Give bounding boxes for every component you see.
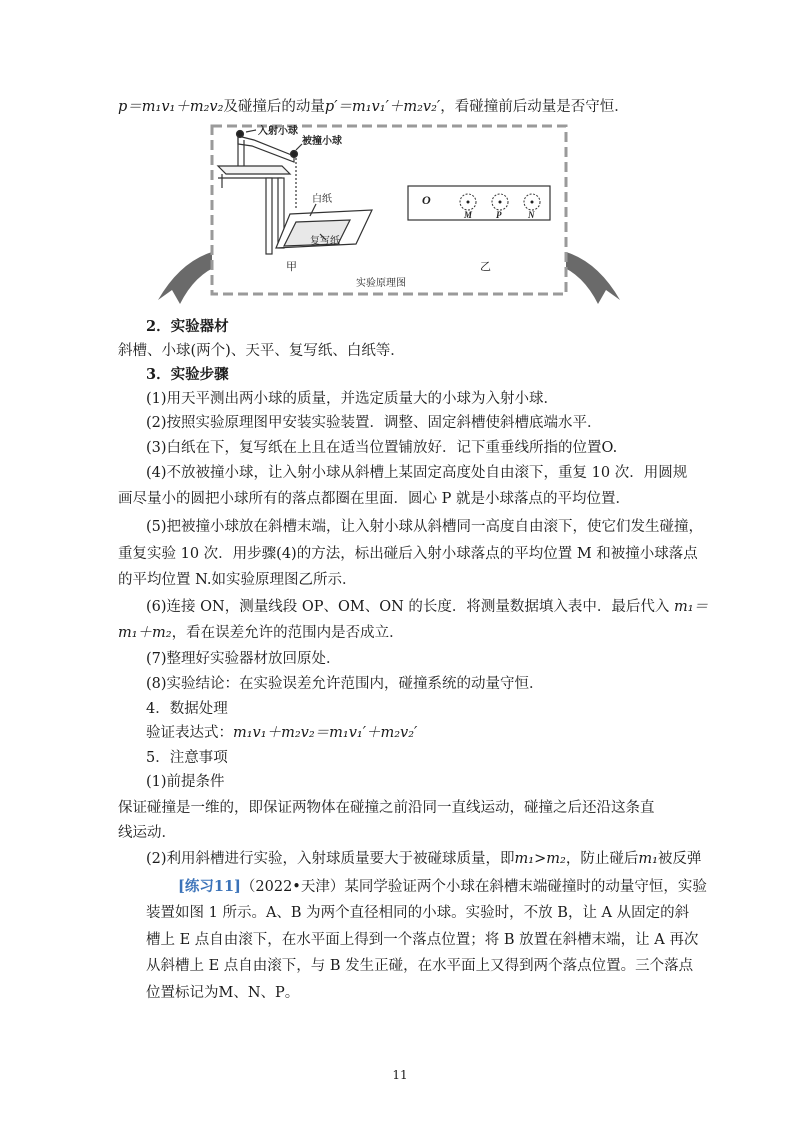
step-6-line-2 (118, 622, 404, 644)
note-1-line-2: 线运动． (118, 825, 176, 841)
exercise-line-2: 装置如图 1 所示。A、B 为两个直径相同的小球。实验时，不放 B，让 A 从固定的斜 (146, 905, 690, 921)
step-5-line-3: 的平均位置 N.如实验原理图乙所示． (118, 572, 357, 588)
note-2 (146, 848, 701, 870)
step-7: (7)整理好实验器材放回原处． (146, 651, 341, 667)
point-n: N (528, 210, 535, 220)
exercise-line-1 (178, 876, 707, 898)
section-4-heading: 4．数据处理 (146, 701, 228, 717)
step-5-line-2: 重复实验 10 次．用步骤(4)的方法，标出碰后入射小球落点的平均位置 M 和被撞小球落点 (118, 546, 698, 562)
exercise-text-1: （2022•天津）某同学验证两个小球在斜槽末端碰撞时的动量守恒，实验 (240, 879, 707, 895)
point-m: M (464, 210, 473, 220)
verification-label: 验证表达式： (146, 725, 233, 741)
step-6-tail: ，看在误差允许的范围内是否成立． (171, 625, 404, 641)
page-number: 11 (392, 1068, 408, 1082)
step-3: (3)白纸在下，复写纸在上且在适当位置铺放好．记下重垂线所指的位置O. (146, 440, 618, 456)
landing-center-p (499, 201, 502, 204)
note-2-m1: m₁ (638, 851, 658, 867)
section-5-heading: 5．注意事项 (146, 750, 228, 766)
step-4-line-1: (4)不放被撞小球，让入射小球从斜槽上某固定高度处自由滚下，重复 10 次．用圆规 (146, 465, 688, 481)
exercise-tag: [练习11] (178, 878, 241, 895)
note-2-text: (2)利用斜槽进行实验，入射球质量要大于被碰球质量，即 (146, 851, 515, 867)
step-6-line-1 (146, 596, 708, 618)
step-6-formula-start: m₁＝ (674, 599, 709, 615)
exercise-line-5: 位置标记为M、N、P。 (146, 985, 300, 1001)
label-jia: 甲 (286, 261, 297, 273)
landing-center-n (531, 201, 534, 204)
step-2: (2)按照实验原理图甲安装实验装置．调整、固定斜槽使斜槽底端水平． (146, 415, 602, 431)
label-carbon-paper: 复写纸 (310, 236, 340, 247)
verification-expression (146, 722, 417, 744)
note-2-text-c: 被反弹 (657, 851, 702, 867)
note-1-line-1: 保证碰撞是一维的，即保证两物体在碰撞之前沿同一直线运动，碰撞之后还沿这条直 (118, 800, 655, 816)
point-p: P (496, 210, 502, 220)
section-2-heading: 2．实验器材 (146, 318, 229, 335)
step-6-formula-end: m₁＋m₂ (118, 625, 172, 641)
experiment-figure (150, 122, 628, 307)
exercise-line-3: 槽上 E 点自由滚下，在水平面上得到一个落点位置；将 B 放置在斜槽末端，让 A 再次 (146, 932, 699, 948)
intro-tail: ，看碰撞前后动量是否守恒． (440, 99, 629, 115)
landing-center-m (467, 201, 470, 204)
step-5-line-1: (5)把被撞小球放在斜槽末端，让入射小球从斜槽同一高度自由滚下，使它们发生碰撞， (146, 519, 704, 535)
step-8: (8)实验结论：在实验误差允许范围内，碰撞系统的动量守恒． (146, 676, 544, 692)
step-6-text: (6)连接 ON，测量线段 OP、OM、ON 的长度．将测量数据填入表中．最后代入 (146, 599, 670, 615)
figure-caption: 实验原理图 (356, 278, 406, 289)
exercise-line-4: 从斜槽上 E 点自由滚下，与 B 发生正碰，在水平面上又得到两个落点位置。三个落点 (146, 958, 694, 974)
section-3-heading: 3．实验步骤 (146, 366, 229, 383)
verification-formula: m₁v₁＋m₂v₂＝m₁v₁′＋m₂v₂′ (233, 725, 418, 741)
momentum-before-expr: p＝m₁v₁＋m₂v₂ (118, 99, 224, 115)
note-2-text-b: ，防止碰后 (565, 851, 639, 867)
note-1-title: (1)前提条件 (146, 774, 225, 790)
label-white-paper: 白纸 (312, 194, 332, 205)
step-4-line-2: 画尽量小的圆把小球所有的落点都圈在里面．圆心 P 就是小球落点的平均位置． (118, 491, 630, 507)
intro-mid: 及碰撞后的动量 (223, 99, 325, 115)
label-yi: 乙 (480, 261, 491, 273)
momentum-after-expr: p′＝m₁v₁′＋m₂v₂′ (324, 99, 441, 115)
label-struck-ball: 被撞小球 (302, 136, 342, 147)
intro-line (118, 96, 629, 118)
label-incident-ball: 入射小球 (258, 126, 298, 137)
point-o: O (422, 193, 431, 207)
step-1: (1)用天平测出两小球的质量，并选定质量大的小球为入射小球． (146, 391, 559, 407)
note-2-inequality: m₁>m₂ (514, 851, 566, 867)
section-2-body: 斜槽、小球(两个)、天平、复写纸、白纸等． (118, 343, 405, 359)
